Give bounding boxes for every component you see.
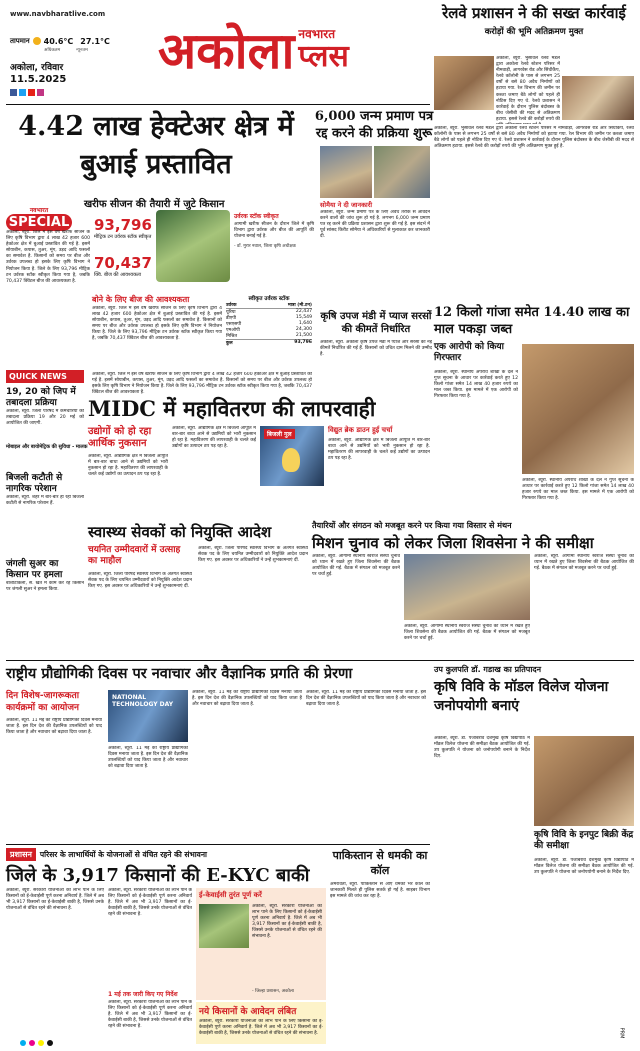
railway-photo-2: [562, 76, 634, 120]
shivsena-photo: [404, 554, 530, 620]
onion-body: अकोला, ब्यूरो. अकोला कृषि उपज मंडी में प्याज और सरसों की नई कीमतें निर्धारित की गई हैं. किसानों को उचित दाम मिलने की उम्मीद है.: [320, 340, 432, 358]
midc-side-title: विद्युत ब्रेक डाउन हुई चर्चा: [328, 426, 393, 434]
quick-item-3-body: बार्शीटाकली, सं. खेत में काम कर रहे किसान पर जंगली सुअर ने हमला किया.: [6, 581, 84, 593]
quick-item-2-title: बिजली कटौती से नागरिक परेशान: [6, 473, 63, 494]
ganja-headline: 12 किलो गांजा समेत 14.40 लाख का माल पकड़ा जब्त: [434, 305, 630, 337]
ekyc-tag: प्रशासन: [6, 848, 36, 861]
tech-body-2: अकोला, ब्यूरो. 11 मई को राष्ट्रीय प्रौद्योगिकी दिवस मनाया जाता है. इस दिन देश की वैज्ञानिक उपलब्धियों को याद किया जाता है और नवाचार को बढ़ावा दिया जाता है.: [108, 746, 188, 770]
social-links: [10, 89, 44, 96]
table-row: यूरिया 22,437: [226, 309, 312, 315]
railway-headline: रेलवे प्रशासन ने की सख्त कार्रवाई: [442, 4, 626, 22]
table-row: मिश्रित 21,500: [226, 333, 312, 339]
model-village-body: अकोला, ब्यूरो. डॉ. पंजाबराव देशमुख कृषि विद्यापीठ में मॉडल विलेज योजना की समीक्षा बैठक आयोजित की गई. उप कुलपति ने योजना को जनोपयोगी बनाने के निर्देश दिए.: [434, 736, 530, 760]
stock-table-head: [226, 302, 312, 309]
health-headline: स्वास्थ्य सेवकों को नियुक्ति आदेश: [88, 523, 272, 541]
pakistan-body: अमरावती, ब्यूरो. पाकिस्तान से आए धमकी भरे कॉल की जानकारी मिलते ही पुलिस सतर्क हो गई है. साइबर विभाग इस मामले की जांच कर रहा है.: [330, 882, 430, 900]
twitter-icon[interactable]: [19, 89, 26, 96]
weather-strip: [10, 34, 130, 48]
tech-body-3: अकोला, ब्यूरो. 11 मई को राष्ट्रीय प्रौद्योगिकी दिवस मनाया जाता है. इस दिन देश की वैज्ञानिक उपलब्धियों को याद किया जाता है और नवाचार को बढ़ावा दिया जाता है.: [192, 690, 302, 708]
ekyc-sub2: 1 मई तक जारी किए गए निर्देश: [108, 991, 178, 998]
stat-seed: [94, 254, 154, 278]
shivsena-body-3: अकोला, ब्यूरो. आगामी स्थानीय स्वराज संस्था चुनाव को ध्यान में रखते हुए जिला शिवसेना की बैठक आयोजित की गई. बैठक में संगठन को मजबूत करने पर चर्चा हुई.: [404, 624, 530, 642]
temp-sub-labels: [44, 47, 88, 53]
masthead: [0, 0, 430, 100]
tech-body-4: अकोला, ब्यूरो. 11 मई को राष्ट्रीय प्रौद्योगिकी दिवस मनाया जाता है. इस दिन देश की वैज्ञानिक उपलब्धियों को याद किया जाता है और नवाचार को बढ़ावा दिया जाता है.: [306, 690, 426, 708]
temp-label: तापमान: [10, 36, 30, 45]
lead-body: अकोला, ब्यूरो. जिले में इस वर्ष खरीफ सीजन के लिए कृषि विभाग द्वारा 4 लाख 42 हजार 600 हेक्टेअर क्षेत्र में बुआई प्रस्तावित की गई है. इसमें सोयाबीन, कपास, तुअर, मूंग, उड़द आदि फसलों का समावेश है. किसानों को समय पर बीज और उर्वरक उपलब्ध हो इसके लिए कृषि विभाग ने नियोजन किया है. जिले के लिए 93,796 मीट्रिक टन उर्वरक स्टॉक स्वीकृत किया गया है, जबकि 70,437 क्विंटल बीज की आवश्यकता है.: [6, 230, 90, 284]
midc-body: अकोला, ब्यूरो. औद्योगिक क्षेत्र में बिजली आपूर्ति में बार-बार बाधा आने से उद्यमियों को भारी नुकसान हो रहा है. महावितरण की लापरवाही के चलते कई उद्योगों का उत्पादन ठप पड़ रहा है.: [88, 454, 168, 478]
railway-photo: [434, 56, 494, 110]
model-village-headline: कृषि विवि के मॉडल विलेज योजना जनोपयोगी बनाएं: [434, 679, 609, 714]
brand-navbharat: नवभारत: [298, 27, 336, 41]
midc-body-2: अकोला, ब्यूरो. औद्योगिक क्षेत्र में बिजली आपूर्ति में बार-बार बाधा आने से उद्यमियों को भारी नुकसान हो रहा है. महावितरण की लापरवाही के चलते कई उद्योगों का उत्पादन ठप पड़ रहा है.: [172, 426, 256, 450]
lead-byline: - डॉ. मुरार नवाल, जिला कृषि अधीक्षक: [234, 244, 296, 250]
ekyc-body: अकोला, ब्यूरो. सरकारी योजनाओं का लाभ पाने के लिए किसानों को ई-केवाईसी पूर्ण करना अनिवार्य है. जिले में अब भी 3,917 किसानों का ई-केवाईसी बाकी है, जिससे उनके योजनाओं से वंचित रहने की संभावना है.: [6, 888, 104, 912]
ekyc-body-2: अकोला, ब्यूरो. सरकारी योजनाओं का लाभ पाने के लिए किसानों को ई-केवाईसी पूर्ण करना अनिवार्य है. जिले में अब भी 3,917 किसानों का ई-केवाईसी बाकी है, जिससे उनके योजनाओं से वंचित रहने की संभावना है.: [108, 888, 192, 918]
ekyc-byline: - जिल्हा प्रशासन, अकोला: [252, 989, 294, 994]
pakistan-headline: पाकिस्तान से धमकी का कॉल: [332, 849, 428, 877]
stat2-label: क्वि. बीज की आवश्यकता: [94, 272, 142, 278]
brand-logo: [158, 22, 349, 80]
stock-table: [226, 294, 312, 346]
model-village-body-2: अकोला, ब्यूरो. डॉ. पंजाबराव देशमुख कृषि विद्यापीठ में मॉडल विलेज योजना की समीक्षा बैठक आयोजित की गई. उप कुलपति ने योजना को जनोपयोगी बनाने के निर्देश दिए.: [534, 858, 634, 876]
ekyc-box-title: ई-केवाईसी तुरंत पूर्ण करें: [199, 891, 262, 899]
quick-news: [6, 370, 84, 670]
ekyc-body-3: अकोला, ब्यूरो. सरकारी योजनाओं का लाभ पाने के लिए किसानों को ई-केवाईसी पूर्ण करना अनिवार्य है. जिले में अब भी 3,917 किसानों का ई-केवाईसी बाकी है, जिससे उनके योजनाओं से वंचित रहने की संभावना है.: [108, 1000, 192, 1030]
youtube-icon[interactable]: [28, 89, 35, 96]
tech-banner: [108, 690, 188, 742]
model-village-caption: कृषि विवि के इनपुट बिक्री केंद्र की समीक्षा: [534, 830, 634, 851]
lead-footer: मोबाइल और बायोमेट्रिक की सुविधा - मालक: [6, 444, 88, 450]
temp-max: 40.6°C: [43, 36, 74, 46]
midc-story: [88, 396, 430, 516]
stat2-value: 70,437: [94, 254, 152, 272]
tech-body: अकोला, ब्यूरो. 11 मई को राष्ट्रीय प्रौद्योगिकी दिवस मनाया जाता है. इस दिन देश की वैज्ञानिक उपलब्धियों को याद किया जाता है और नवाचार को बढ़ावा दिया जाता है.: [6, 718, 102, 736]
railway-subhead: करोड़ों की भूमि अतिक्रमण मुक्त: [484, 27, 584, 37]
table-row: एसएसपी 1,640: [226, 321, 312, 327]
health-sub: चयनित उम्मीदवारों में उत्साह का माहौल: [88, 545, 181, 566]
seed-body: अकोला, ब्यूरो. जिले में इस वर्ष खरीफ सीजन के लिए कृषि विभाग द्वारा 4 लाख 42 हजार 600 हेक्टेअर क्षेत्र में बुआई प्रस्तावित की गई है. इसमें सोयाबीन, कपास, तुअर, मूंग, उड़द आदि फसलों का समावेश है. किसानों को समय पर बीज और उर्वरक उपलब्ध हो इसके लिए कृषि विभाग ने नियोजन किया है. जिले के लिए 93,796 मीट्रिक टन उर्वरक स्टॉक स्वीकृत किया गया है, जबकि 70,437 क्विंटल बीज की आवश्यकता है.: [92, 306, 222, 342]
health-body: अकोला, ब्यूरो. जिला परिषद स्वास्थ्य विभाग के अंतर्गत स्वास्थ्य सेवक पद के लिए चयनित उम्मीदवारों को नियुक्ति आदेश प्रदान किए गए. इस अवसर पर अधिकारियों ने उन्हें शुभकामनाएं दीं.: [88, 572, 192, 590]
special-brand: नवभारत: [29, 207, 49, 214]
shivsena-body: अकोला, ब्यूरो. आगामी स्थानीय स्वराज संस्था चुनाव को ध्यान में रखते हुए जिला शिवसेना की बैठक आयोजित की गई. बैठक में संगठन को मजबूत करने पर चर्चा हुई.: [312, 554, 400, 578]
shivsena-kicker: तैयारियों और संगठन को मजबूत करने पर किया गया विस्तार से मंथन: [312, 521, 512, 530]
birth-caption: सोमैया ने दी जानकारी: [320, 201, 373, 209]
birth-body: अकोला, ब्यूरो. जन्म प्रमाण पत्र के लिए अवैध तरीके से आवेदन करने वालों की जांच शुरू हो गई है. लगभग 6,000 जन्म प्रमाण पत्र रद्द करने की प्रक्रिया प्रशासन द्वारा शुरू की गई है. इस संदर्भ में पूर्व सांसद किरीट सोमैया ने अधिकारियों से मुलाकात कर जानकारी दी.: [320, 210, 430, 240]
lead-headline: 4.42 लाख हेक्टेअर क्षेत्र में बुआई प्रस्तावित: [18, 111, 294, 180]
shivsena-headline: मिशन चुनाव को लेकर जिला शिवसेना ने की समीक्षा: [312, 534, 594, 552]
tech-side-head: दिन विशेष-जागरूकता कार्यक्रमों का आयोजन: [6, 691, 80, 713]
shivsena-story: [312, 520, 634, 652]
health-story: [88, 522, 308, 652]
new-app-title: नये किसानों के आवेदन लंबित: [199, 1007, 297, 1017]
ganja-photo: [522, 344, 634, 474]
stock-box-title: उर्वरक स्टॉक स्वीकृत: [234, 213, 279, 220]
ganja-body-2: अकोला, ब्यूरो. स्थानीय अपराध शाखा के दल ने गुप्त सूचना के आधार पर कार्रवाई करते हुए 12 किलो गांजा समेत 14 लाख 40 हजार रुपये का माल जब्त किया. इस मामले में एक आरोपी को गिरफ्तार किया गया है.: [522, 478, 634, 502]
city-day: अकोला, रविवार: [10, 63, 64, 73]
brand-plus: प्लस: [298, 39, 349, 74]
instagram-icon[interactable]: [37, 89, 44, 96]
birth-story: [314, 108, 434, 308]
ekyc-photo: [199, 904, 249, 948]
col-quantity: मात्रा (मी.टन): [287, 303, 312, 308]
quick-news-label: QUICK NEWS: [6, 370, 84, 383]
stock-box-text: आगामी खरीफ सीजन के दौरान जिले में कृषि विभाग द्वारा उर्वरक और बीज की आपूर्ति की योजना बनाई गई है.: [234, 222, 314, 240]
model-village-photo: [534, 736, 634, 826]
stat1-value: 93,796: [94, 216, 152, 234]
tech-headline: राष्ट्रीय प्रौद्योगिकी दिवस पर नवाचार और वैज्ञानिक प्रगति की प्रेरणा: [6, 665, 353, 682]
ekyc-box-body: अकोला, ब्यूरो. सरकारी योजनाओं का लाभ पाने के लिए किसानों को ई-केवाईसी पूर्ण करना अनिवार्य है. जिले में अब भी 3,917 किसानों का ई-केवाईसी बाकी है, जिससे उनके योजनाओं से वंचित रहने की संभावना है.: [252, 904, 322, 940]
quick-item-3-title: जंगली सुअर का किसान पर हमला: [6, 559, 63, 580]
ekyc-box: [196, 888, 326, 1000]
ganja-subhead: एक आरोपी को किया गिरफ्तार: [434, 342, 504, 363]
ekyc-kicker: परिसर के लाभार्थियों के योजनाओं से वंचित रहने की संभावना: [39, 849, 207, 859]
power-cut-badge: बिजली गुल: [264, 429, 295, 439]
website-url[interactable]: www.navbharatlive.com: [10, 10, 106, 18]
railway-body: अकोला, ब्यूरो. भुसावल रेलवे मंडल द्वारा अकोला रेलवे स्टेशन परिसर में नीमवाड़ी, आगरवेस रोड और सिंधीकैंप, रेलवे कॉलोनी के पास से लगभग 25 वर्षों से बसे 80 अवैध निर्माणों को हटाया गया. रेल विभाग की जमीन पर कब्जा जमाए बैठे लोगों को पहले ही नोटिस दिए गए थे. रेलवे प्रशासन ने कार्रवाई के दौरान पुलिस बंदोबस्त के बीच जेसीबी की मदद से अतिक्रमण हटाया. इससे रेलवे की करोड़ों रुपये की: [496, 56, 560, 122]
registration-marks: [20, 1040, 53, 1046]
col-fertilizer: उर्वरक: [226, 303, 237, 308]
railway-story: [434, 4, 634, 302]
lead-kicker: खरीफ सीजन की तैयारी में जुटे किसान: [84, 199, 225, 210]
model-village-kicker: उप कुलपति डॉ. गडाख का प्रतिपादन: [434, 665, 542, 674]
railway-body-cont: अकोला, ब्यूरो. भुसावल रेलवे मंडल द्वारा अकोला रेलवे स्टेशन परिसर में नीमवाड़ी, आगरवेस रोड और सिंधीकैंप, रेलवे कॉलोनी के पास से लगभग 25 वर्षों से बसे 80 अवैध निर्माणों को हटाया गया. रेल विभाग की जमीन पर कब्जा जमाए बैठे लोगों को पहले ही नोटिस दिए गए थे. रेलवे प्रशासन ने कार्रवाई के दौरान पुलिस बंदोबस्त के बीच जेसीबी की मदद से अतिक्रमण हटाया. इससे रेलवे की करोड़ों रुपये की भूमि अतिक्रमण मुक्त हुई है.: [434, 126, 634, 150]
shivsena-body-2: अकोला, ब्यूरो. आगामी स्थानीय स्वराज संस्था चुनाव को ध्यान में रखते हुए जिला शिवसेना की बैठक आयोजित की गई. बैठक में संगठन को मजबूत करने पर चर्चा हुई.: [534, 554, 634, 572]
seed-headline: बोने के लिए बीज की आवश्यकता: [92, 295, 190, 304]
seed-photo: [156, 210, 230, 282]
temp-min-label: न्यूनतम: [76, 48, 88, 53]
special-badge: [6, 206, 72, 231]
ekyc-story: [6, 848, 326, 1044]
stat1-label: मीट्रिक टन उर्वरक स्टॉक स्वीकृत: [94, 234, 152, 240]
tech-story: [6, 664, 426, 840]
quick-item-1-body: अकोला, ब्यूरो. जिला परिषद में कर्मचारियों की तबादला प्रक्रिया 19 और 20 मई को आयोजित की जाएगी.: [6, 409, 84, 427]
facebook-icon[interactable]: [10, 89, 17, 96]
bulb-icon: [282, 448, 300, 472]
table-row: एमओपी 24,300: [226, 327, 312, 333]
temp-min: 27.1°C: [80, 36, 110, 46]
onion-headline: कृषि उपज मंडी में प्याज सरसों की कीमतें निर्धारित: [320, 311, 432, 335]
special-label: SPECIAL: [6, 214, 72, 231]
temp-max-label: अधिकतम: [44, 48, 61, 53]
quick-item-2-body: अकोला, ब्यूरो. शहर में बार-बार हो रही बिजली कटौती से नागरिक परेशान हैं.: [6, 495, 84, 507]
ganja-body: अकोला, ब्यूरो. स्थानीय अपराध शाखा के दल ने गुप्त सूचना के आधार पर कार्रवाई करते हुए 12 किलो गांजा समेत 14 लाख 40 हजार रुपये का माल जब्त किया. इस मामले में एक आरोपी को गिरफ्तार किया गया है.: [434, 370, 518, 400]
ekyc-headline: जिले के 3,917 किसानों की E-KYC बाकी: [6, 865, 310, 886]
health-body-2: अकोला, ब्यूरो. जिला परिषद स्वास्थ्य विभाग के अंतर्गत स्वास्थ्य सेवक पद के लिए चयनित उम्मीदवारों को नियुक्ति आदेश प्रदान किए गए. इस अवसर पर अधिकारियों ने उन्हें शुभकामनाएं दीं.: [198, 546, 308, 564]
model-village-story: [434, 664, 634, 1044]
midc-sub: उद्योगों को हो रहा आर्थिक नुकसान: [88, 426, 152, 449]
midc-side-body: अकोला, ब्यूरो. औद्योगिक क्षेत्र में बिजली आपूर्ति में बार-बार बाधा आने से उद्यमियों को भारी नुकसान हो रहा है. महावितरण की लापरवाही के चलते कई उद्योगों का उत्पादन ठप पड़ रहा है.: [328, 438, 430, 462]
birth-photo: [320, 146, 372, 198]
table-row: डीएपी 15,549: [226, 315, 312, 321]
tech-banner-title: NATIONAL TECHNOLOGY DAY: [112, 694, 174, 708]
birth-headline: 6,000 जन्म प्रमाण पत्र रद्द करने की प्रक्रिया शुरू: [314, 109, 434, 141]
lead-body-2: अकोला, ब्यूरो. जिले में इस वर्ष खरीफ सीजन के लिए कृषि विभाग द्वारा 4 लाख 42 हजार 600 हेक्टेअर क्षेत्र में बुआई प्रस्तावित की गई है. इसमें सोयाबीन, कपास, तुअर, मूंग, उड़द आदि फसलों का समावेश है. किसानों को समय पर बीज और उर्वरक उपलब्ध हो इसके लिए कृषि विभाग ने नियोजन किया है. जिले के लिए 93,796 मीट्रिक टन उर्वरक स्टॉक स्वीकृत किया गया है, जबकि 70,437 क्विंटल बीज की आवश्यकता है.: [92, 372, 312, 396]
stock-table-title: स्वीकृत उर्वरक स्टॉक: [248, 296, 290, 302]
midc-photo: [260, 426, 324, 486]
stat-fertilizer: [94, 216, 154, 240]
quick-item-1-title: 19, 20 को जिप में तबादला प्रक्रिया: [6, 387, 76, 408]
birth-photo-2: [374, 146, 430, 198]
pakistan-story: [330, 848, 430, 1044]
new-applications: [196, 1002, 326, 1044]
table-row-total: कुल 93,796: [226, 340, 312, 346]
brand-city: अकोला: [158, 21, 295, 80]
sun-icon: [33, 37, 41, 45]
new-app-body: अकोला, ब्यूरो. सरकारी योजनाओं का लाभ पाने के लिए किसानों को ई-केवाईसी पूर्ण करना अनिवार्य है. जिले में अब भी 3,917 किसानों का ई-केवाईसी बाकी है, जिससे उनके योजनाओं से वंचित रहने की संभावना है.: [199, 1019, 323, 1037]
page-code: PRM: [618, 1027, 625, 1039]
midc-headline: MIDC में महावितरण की लापरवाही: [88, 396, 376, 421]
stock-box: [234, 212, 314, 282]
issue-date: 11.5.2025: [10, 74, 67, 85]
